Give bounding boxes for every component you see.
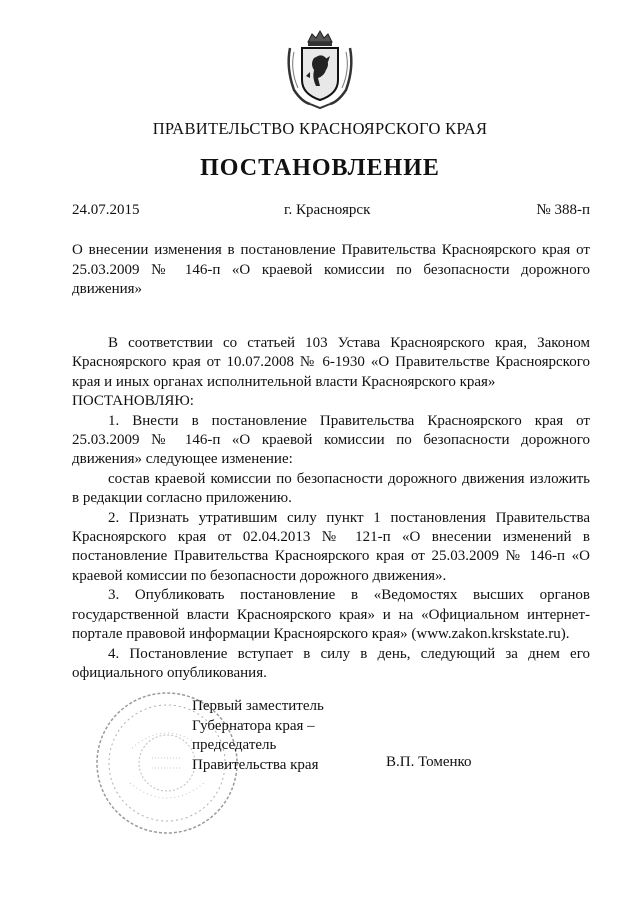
signer-position-line-1: Первый заместитель xyxy=(192,698,324,714)
signer-name: В.П. Томенко xyxy=(386,754,472,770)
document-type-title: ПОСТАНОВЛЕНИЕ xyxy=(200,155,440,181)
signer-position-line-4: Правительства края xyxy=(192,756,319,773)
item-2-paragraph: 2. Признать утратившим силу пункт 1 постановления Правительства Красноярского края от 02.04.2013 № 121-п «О внесении изменений в постановление Правительства Красноярского края от 25.03.2009 № 146-п «О краевой комиссии по безопасности дорожного движения». xyxy=(72,509,590,584)
document-city: г. Красноярск xyxy=(284,202,371,218)
item-1-paragraph: 1. Внести в постановление Правительства Красноярского края от 25.03.2009 № 146-п «О краевой комиссии по безопасности дорожного движения» следующее изменение: xyxy=(72,412,590,468)
item-4-paragraph: 4. Постановление вступает в силу в день, следующий за днем его официального опубликования. xyxy=(72,645,590,681)
item-3-paragraph: 3. Опубликовать постановление в «Ведомостях высших органов государственной власти Красноярского края» и на «Официальном интернет-портале правовой информации Красноярского края» (www.zakon.krskstate.ru). xyxy=(72,587,590,643)
government-title: ПРАВИТЕЛЬСТВО КРАСНОЯРСКОГО КРАЯ xyxy=(152,119,488,138)
document-number: № 388-п xyxy=(536,202,590,218)
document-subject: О внесении изменения в постановление Правительства Красноярского края от 25.03.2009 № 146-п «О краевой комиссии по безопасности дорожного движения» xyxy=(72,242,590,297)
signature-block xyxy=(192,697,382,775)
document-date: 24.07.2015 xyxy=(72,202,140,218)
signer-position-line-2: Губернатора края – xyxy=(192,717,315,734)
krasnoyarsk-coat-of-arms-icon xyxy=(284,28,356,110)
preamble-paragraph: В соответствии со статьей 103 Устава Красноярского края, Законом Красноярского края от 10.07.2008 № 6-1930 «О Правительстве Красноярского края и иных органах исполнительной власти Красноярского края» xyxy=(72,335,590,390)
document-meta xyxy=(72,202,590,222)
signer-position-line-3: председатель xyxy=(192,737,277,753)
item-1-change-paragraph: состав краевой комиссии по безопасности дорожного движения изложить в редакции согласно приложению. xyxy=(72,470,590,507)
decree-word: ПОСТАНОВЛЯЮ: xyxy=(72,393,194,410)
document-body xyxy=(72,334,590,683)
